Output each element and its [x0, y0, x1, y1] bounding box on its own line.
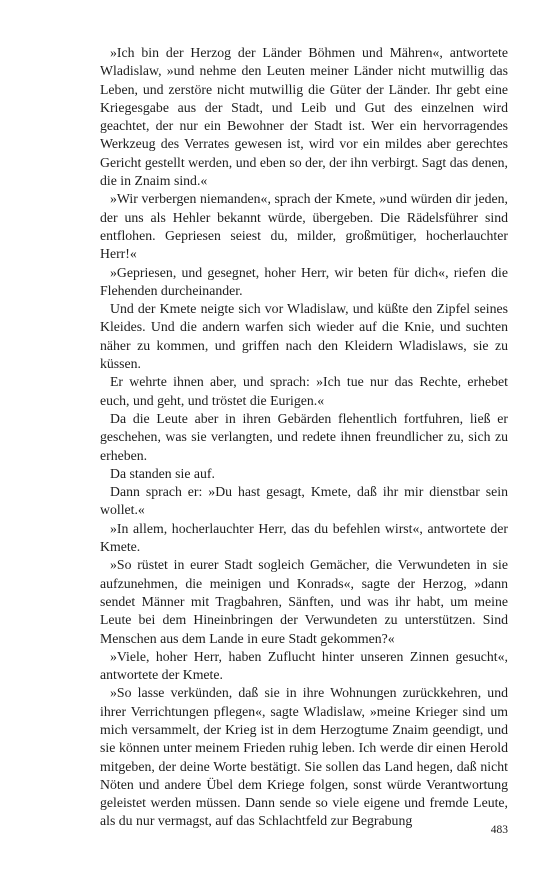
paragraph: »Viele, hoher Herr, haben Zuflucht hinter unseren Zinnen gesucht«, antwortete der Kmete.	[100, 648, 508, 683]
paragraph: »Ich bin der Herzog der Länder Böhmen und Mähren«, antwortete Wladislaw, »und nehme den Leuten meiner Länder nicht mutwillig das Leben, und zerstöre nicht mutwillig die Güter der Länder. Ihr gebt eine Kriegesgabe aus der Stadt, und Leib und Gut des einzelnen wird geachtet, der nur ein Bewohner der Stadt ist. Wer ein hervorragendes Werkzeug des Verrates gewesen ist, wird vor ein mildes aber gerechtes Gericht gestellt werden, und eben so der, der ihn verbirgt. Sagt das denen, die in Znaim sind.«	[100, 45, 508, 189]
paragraph: Dann sprach er: »Du hast gesagt, Kmete, daß ihr mir dienstbar sein wollet.«	[100, 484, 508, 518]
paragraph: »So lasse verkünden, daß sie in ihre Wohnungen zurückkehren, und ihrer Verrichtungen pflegen«, sagte Wladislaw, »meine Krieger sind um mich versammelt, der Krieg ist in dem Herzogtume Znaim geendigt, und sie können unter meinem Frieden ruhig leben. Ich werde dir einen Herold mitgeben, der deine Worte bestätigt. Sie sollen das Land hegen, daß nicht Nöten und andere Übel dem Kriege folgen, sonst würde Verantwortung geleistet werden müssen. Dann sende so viele eigene und fremde Leute, als du nur vermagst, auf das Schlachtfeld zur Begrabung	[100, 685, 508, 829]
paragraph: »Gepriesen, und gesegnet, hoher Herr, wir beten für dich«, riefen die Flehenden durcheinander.	[100, 264, 508, 298]
paragraph: Da standen sie auf.	[110, 465, 215, 481]
paragraph: Und der Kmete neigte sich vor Wladislaw, und küßte den Zipfel seines Kleides. Und die andern warfen sich wieder auf die Knie, und suchten näher zu kommen, und griffen nach den Kleidern Wladislaws, sie zu küssen.	[100, 301, 508, 372]
paragraph: »In allem, hocherlauchter Herr, das du befehlen wirst«, antwortete der Kmete.	[100, 520, 508, 555]
page-number: 483	[490, 824, 508, 836]
paragraph: Er wehrte ihnen aber, und sprach: »Ich tue nur das Rechte, erhebet euch, und geht, und tröstet die Eurigen.«	[100, 374, 508, 408]
paragraph: »So rüstet in eurer Stadt sogleich Gemächer, die Verwundeten in sie aufzunehmen, die meinigen und Konrads«, sagte der Herzog, »dann sendet Männer mit Tragbahren, Sänften, und was ihr habt, um meine Leute bei dem Hineinbringen der Verwundeten zu unterstützen. Sind Menschen aus dem Lande in eure Stadt gekommen?«	[100, 557, 508, 646]
paragraph: Da die Leute aber in ihren Gebärden flehentlich fortfuhren, ließ er geschehen, was sie verlangten, und redete ihnen freundlicher zu, sich zu erheben.	[100, 410, 508, 463]
page-body	[100, 44, 508, 831]
paragraph: »Wir verbergen niemanden«, sprach der Kmete, »und würden dir jeden, der uns als Hehler bekannt würde, übergeben. Die Rädelsführer sind entflohen. Gepriesen seiest du, milder, großmütiger, hocherlauchter Herr!«	[100, 191, 508, 262]
